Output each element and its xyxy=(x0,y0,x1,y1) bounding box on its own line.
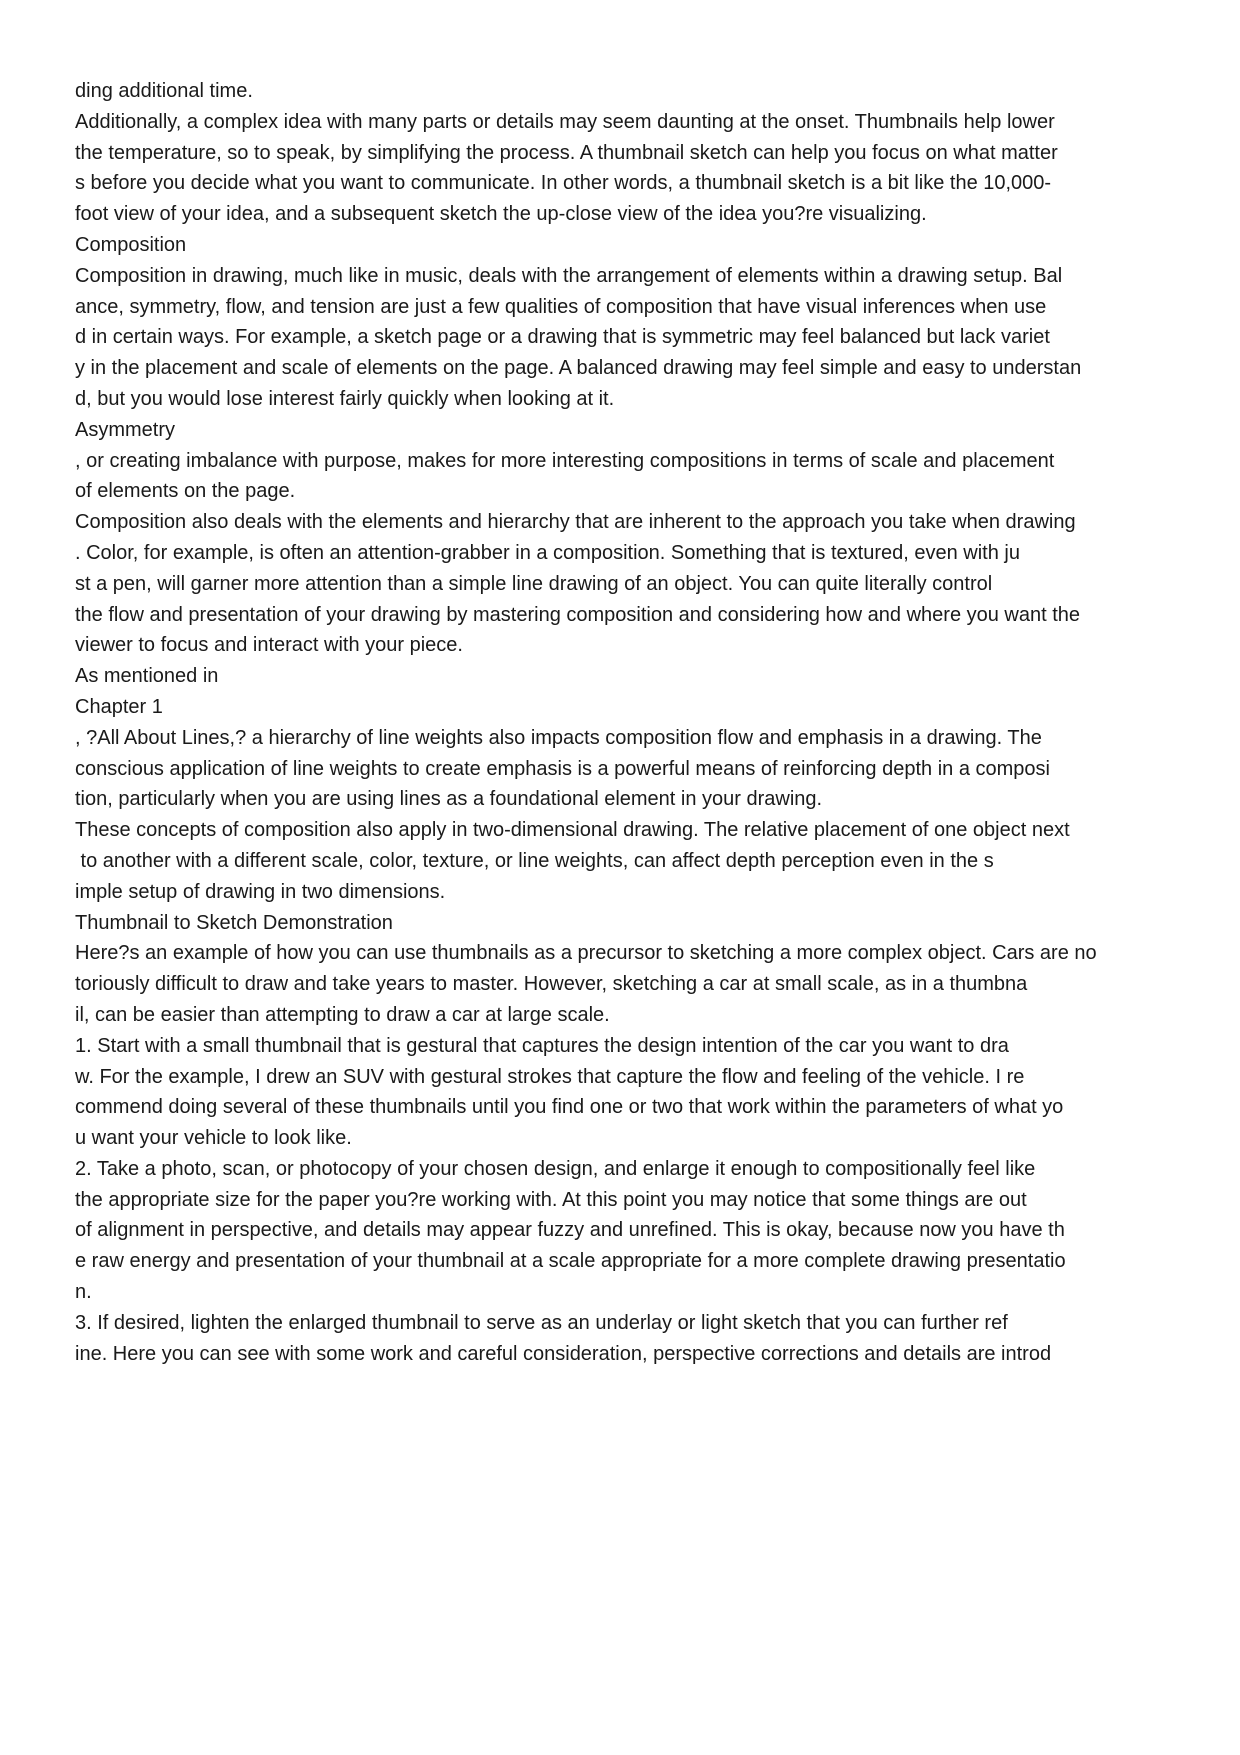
text-line: the flow and presentation of your drawing by mastering composition and considering how and where you want the xyxy=(75,603,1081,626)
text-line: These concepts of composition also apply in two-dimensional drawing. The relative placement of one object next xyxy=(75,819,1070,842)
text-line: conscious application of line weights to create emphasis is a powerful means of reinforcing depth in a composi xyxy=(75,757,1050,780)
text-line: Composition also deals with the elements and hierarchy that are inherent to the approach you take when drawing xyxy=(75,511,1076,534)
text-line: to another with a different scale, color, texture, or line weights, can affect depth perception even in the s xyxy=(75,849,994,872)
text-line: the temperature, so to speak, by simplifying the process. A thumbnail sketch can help you focus on what matter xyxy=(75,141,1058,164)
step-line: 1. Start with a small thumbnail that is gestural that captures the design intention of the car you want to dra xyxy=(75,1034,1009,1057)
text-line: , or creating imbalance with purpose, makes for more interesting compositions in terms of scale and placement xyxy=(75,449,1055,472)
text-line: of elements on the page. xyxy=(75,480,296,503)
text-line: ance, symmetry, flow, and tension are just a few qualities of composition that have visual inferences when use xyxy=(75,295,1047,318)
text-line: Composition in drawing, much like in music, deals with the arrangement of elements within a drawing setup. Bal xyxy=(75,264,1063,287)
text-line: Additionally, a complex idea with many parts or details may seem daunting at the onset. Thumbnails help lower xyxy=(75,110,1055,133)
text-line: u want your vehicle to look like. xyxy=(75,1127,352,1150)
text-line: d in certain ways. For example, a sketch page or a drawing that is symmetric may feel balanced but lack variet xyxy=(75,326,1050,349)
section-heading: Composition xyxy=(75,233,187,256)
text-line: of alignment in perspective, and details may appear fuzzy and unrefined. This is okay, because now you have th xyxy=(75,1219,1065,1242)
body-text xyxy=(75,76,1225,1369)
text-line: n. xyxy=(75,1281,92,1304)
text-line: commend doing several of these thumbnails until you find one or two that work within the parameters of what yo xyxy=(75,1096,1064,1119)
text-line: , ?All About Lines,? a hierarchy of line weights also impacts composition flow and emphasis in a drawing. The xyxy=(75,726,1042,749)
text-line: w. For the example, I drew an SUV with gestural strokes that capture the flow and feeling of the vehicle. I re xyxy=(75,1065,1025,1088)
text-line: e raw energy and presentation of your thumbnail at a scale appropriate for a more complete drawing presentatio xyxy=(75,1250,1066,1273)
text-line: il, can be easier than attempting to draw a car at large scale. xyxy=(75,1003,610,1026)
step-line: 2. Take a photo, scan, or photocopy of your chosen design, and enlarge it enough to compositionally feel like xyxy=(75,1157,1036,1180)
term-heading: Asymmetry xyxy=(75,418,175,441)
section-heading: Thumbnail to Sketch Demonstration xyxy=(75,911,393,934)
step-line: 3. If desired, lighten the enlarged thumbnail to serve as an underlay or light sketch that you can further ref xyxy=(75,1311,1008,1334)
text-line: . Color, for example, is often an attention-grabber in a composition. Something that is textured, even with ju xyxy=(75,541,1020,564)
text-line: ding additional time. xyxy=(75,80,253,102)
text-line: viewer to focus and interact with your piece. xyxy=(75,634,463,657)
text-line: y in the placement and scale of elements on the page. A balanced drawing may feel simple and easy to understan xyxy=(75,357,1082,380)
text-line: d, but you would lose interest fairly quickly when looking at it. xyxy=(75,387,615,410)
text-line: tion, particularly when you are using lines as a foundational element in your drawing. xyxy=(75,788,823,811)
text-line: s before you decide what you want to communicate. In other words, a thumbnail sketch is a bit like the 10,000- xyxy=(75,172,1052,195)
chapter-reference: Chapter 1 xyxy=(75,695,163,718)
text-line: ine. Here you can see with some work and careful consideration, perspective corrections and details are introd xyxy=(75,1342,1052,1365)
text-line: Here?s an example of how you can use thumbnails as a precursor to sketching a more complex object. Cars are no xyxy=(75,942,1097,965)
text-line: foot view of your idea, and a subsequent sketch the up-close view of the idea you?re visualizing. xyxy=(75,203,927,226)
text-line: As mentioned in xyxy=(75,665,219,688)
text-line: st a pen, will garner more attention than a simple line drawing of an object. You can quite literally control xyxy=(75,572,993,595)
text-line: toriously difficult to draw and take years to master. However, sketching a car at small scale, as in a thumbna xyxy=(75,973,1028,996)
text-line: imple setup of drawing in two dimensions. xyxy=(75,880,446,903)
text-line: the appropriate size for the paper you?re working with. At this point you may notice that some things are out xyxy=(75,1188,1027,1211)
